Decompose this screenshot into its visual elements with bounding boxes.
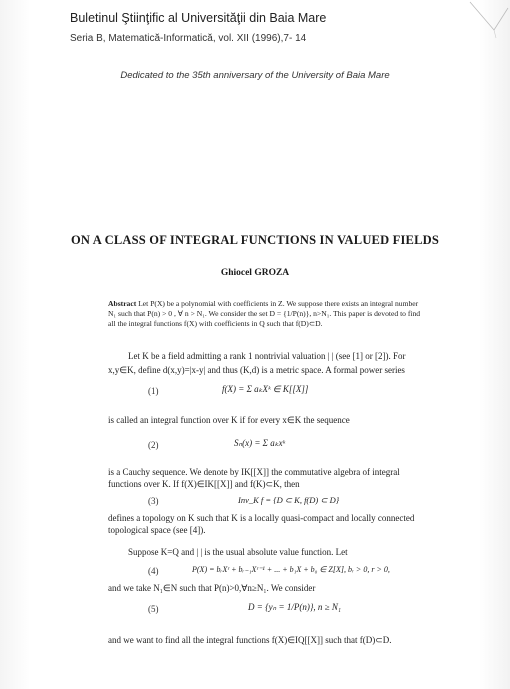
eq-number-1: (1) xyxy=(148,386,159,396)
body-line-7: topological space (see [4]). xyxy=(108,525,206,535)
abstract-line-3: all the integral functions f(X) with coefficients in Q such that f(D)⊂D. xyxy=(108,319,323,328)
equation-3: Inv_K f = {D ⊂ K, f(D) ⊂ D} xyxy=(238,495,340,505)
body-line-8: Suppose K=Q and | | is the usual absolute value function. Let xyxy=(128,547,348,557)
paper-title: ON A CLASS OF INTEGRAL FUNCTIONS IN VALUED FIELDS xyxy=(71,233,439,247)
body-line-10: and we want to find all the integral functions f(X)∈IQ[[X]] such that f(D)⊂D. xyxy=(108,635,392,645)
abstract-line-1 xyxy=(108,299,463,309)
body-line-2: x,y∈K, define d(x,y)=|x-y| and thus (K,d) is a metric space. A formal power series xyxy=(108,365,405,375)
eq-number-4: (4) xyxy=(148,566,159,576)
body-line-1: Let K be a field admitting a rank 1 nontrivial valuation | | (see [1] or [2]). For xyxy=(128,351,406,361)
author-name: Ghiocel GROZA xyxy=(220,268,290,278)
folded-corner-mark xyxy=(450,0,510,40)
equation-2: Sₙ(x) = Σ aₖxᵏ xyxy=(234,438,286,448)
abstract-text-1: Let P(X) be a polynomial with coefficients in Z. We suppose there exists an integral number xyxy=(138,299,419,308)
equation-5: D = {yₙ = 1/P(n)}, n ≥ N₁ xyxy=(248,602,341,612)
abstract-line-2: N₁ such that P(n) > 0 , ∀ n > N₁. We consider the set D = {1/P(n)}, n>N₁. This paper is devoted to find xyxy=(108,309,421,318)
body-line-4: is a Cauchy sequence. We denote by IK[[X]] the commutative algebra of integral xyxy=(108,467,400,477)
dedication: Dedicated to the 35th anniversary of the University of Baia Mare xyxy=(120,70,390,81)
equation-4: P(X) = bᵣXʳ + bᵣ₋₁Xʳ⁻¹ + ... + b₁X + b₀ ∈ Z[X], bᵣ > 0, r > 0, xyxy=(192,565,390,574)
equation-1: f(X) = Σ aₖXᵏ ∈ K[[X]] xyxy=(222,384,309,394)
eq-number-3: (3) xyxy=(148,496,159,506)
eq-number-5: (5) xyxy=(148,604,159,614)
abstract xyxy=(108,299,463,329)
journal-series: Seria B, Matematică-Informatică, vol. XII (1996),7- 14 xyxy=(70,33,307,44)
body-line-6: defines a topology on K such that K is a locally quasi-compact and locally connected xyxy=(108,513,415,523)
eq-number-2: (2) xyxy=(148,440,159,450)
journal-name: Buletinul Ştiinţific al Universităţii din Baia Mare xyxy=(70,11,327,25)
body-line-5: functions over K. If f(X)∈IK[[X]] and f(K)⊂K, then xyxy=(108,479,300,489)
abstract-label: Abstract xyxy=(108,299,137,308)
body-line-3: is called an integral function over K if for every x∈K the sequence xyxy=(108,415,350,425)
body-line-9: and we take N₁∈N such that P(n)>0,∀n≥N₁. We consider xyxy=(108,583,316,593)
